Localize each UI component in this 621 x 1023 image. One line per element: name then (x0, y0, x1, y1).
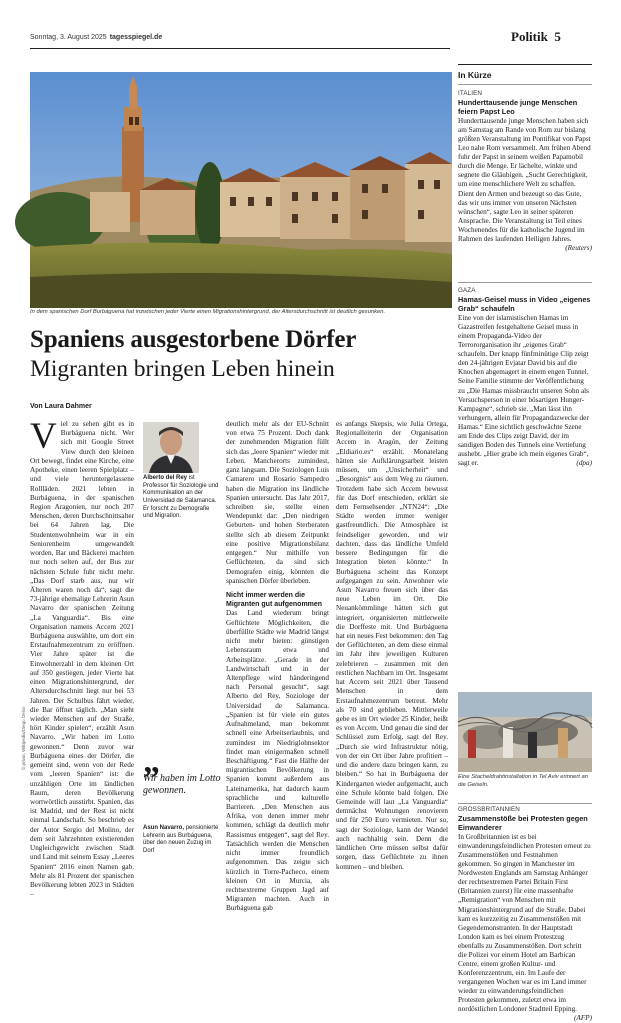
profile-name: Alberto del Rey (143, 475, 188, 481)
issue-date: Sonntag, 3. August 2025 tagesspiegel.de (30, 34, 163, 41)
news-headline: Zusammenstöße bei Protesten gegen Einwanderer (458, 814, 588, 832)
article-column-4: es anfangs Skepsis, wie Julia Ortega, Regionalleiterin der Organisation Accem in Aragón, der Zeitung „Eldiario.es“ erzählt. Monatelang hätten sie Aufklärungsarbeit leisten müssen, um „Unsicherheit“ und „Besorgnis“ aus dem Weg zu räumen. Trotzdem habe sich Accem bewusst für das Dorf entschieden, erklärt sie dem Fernsehsender „NTN24“: „Die Städte werden immer weniger gastfreundlich. Die Atmosphäre ist feindseliger geworden, und wir dachten, dass das ländliche Umfeld bessere Bedingungen für die Integration bieten könnte.“ In Burbáguena scheint das Konzept aufgegangen zu sein. Anwohner wie Asun Navarro freuen sich über das neue Leben im Ort. Die Neuankömmlinge hätten sich gut integriert, organisierten mittlerweile die Dorffeste mit. Und Burbáguena hat ein neues Fest bekommen: den Tag der Geflüchteten, an dem diese einmal im Jahr ihre jeweiligen Kulturen zelebrieren – zusammen mit den restlichen Nachbarn im Ort. Insgesamt hat Accem seit 2021 über Tausend Menschen in dem Erstaufnahmezentrum betreut. Mehr als 70 sind geblieben. Mittlerweile gebe es im Ort wieder 25 Kinder, heißt es von Accem. Und genau die sind der Schlüssel zum Erfolg, sagt del Rey. „Durch sie wird Infrastruktur nötig, von der ein Ort über Jahre profitiert – und die andere dazu bringen kann, zu bleiben.“ So hat in Burbáguena der Kindergarten wieder aufgemacht, auch eine Schule könnte bald folgen. Die Gemeinde will laut „La Vanguardia“ demnächst Wohnungen renovieren und für 250 Euro vermieten. Nur so, sagt der Soziologe, kann der Wandel auch nachhaltig sein. Denn die ländlichen Orte müssen selbst dafür sorgen, dass Geflüchtete zu ihnen kommen – und bleiben. (336, 420, 448, 871)
quote-author: Asun Navarro, pensionierte Lehrerin aus Burbáguena, über den neuen Zuzug im Dorf (143, 825, 219, 855)
news-photo-caption: Eine Stacheldrahtinstallation in Tel Aviv erinnert an die Geiseln. (458, 774, 588, 788)
sidebar-rule (458, 282, 592, 283)
profile-info: Alberto del Rey ist Professor für Soziologie und Kommunikation an der Universidad de Salamanca. Er forscht zu Demografie und Migration. (143, 475, 219, 520)
photo-caption: In dem spanischen Dorf Burbáguena hat inzwischen jeder Vierte einen Migrationshintergrund, der Altersdurchschnitt ist deutlich gesunken. (30, 309, 386, 315)
sidebar-rule (458, 803, 592, 804)
pull-quote: Wir haben im Lotto gewonnen. (143, 773, 221, 797)
news-headline: Hunderttausende junge Menschen feiern Papst Leo (458, 98, 578, 116)
village-photo (30, 72, 452, 308)
article-column-1: Viel zu sehen gibt es in Burbáguena nicht. Wer sich mit Google Street View durch den kleinen Ort bewegt, findet eine Kirche, eine Apotheke, einen leeren Spielplatz – und viele heruntergelassene Rollläden. 2021 lebten in Burbáguena, in der spanischen Region Aragonien, nur noch 207 Menschen, deren Durchschnittsalter bei 64 Jahren lag. Die Studentenwohnheim war in ein Seniorenheim umgewandelt worden, Bar und Bäckerei machten nur noch selten auf, der Bus zur nächsten Schule fuhr nicht mehr. „Das Dorf starb aus, nur wir Älteren waren noch da“, sagt die 73-jährige ehemalige Lehrerin Asun Navarro der spanischen Zeitung „La Vanguardia“. Bis eine Organisation namens Accem 2021 Burbáguena auswählte, um dort ein Erstaufnahmezentrum zu eröffnen. Vier Jahre später ist die Einwohnerzahl in dem kleinen Ort auf 350 gestiegen, jeder Vierte hat einen Migrationshintergrund, der Altersdurchschnitt liegt nur bei 53 Jahren. Der Schulbus fährt wieder, die Bar öffnet täglich. „Man sieht wieder Menschen auf der Straße, hört Kinder spielen“, erzählt Asun Navarro. „Wir haben im Lotto gewonnen.“ Denn zuvor war Burbáguena eines der Dörfer, die gemeint sind, wenn von der Rede vom „leeren Spanien“ ist: die unzähligen Orte im ländlichen Raum, deren Bevölkerung wortwörtlich ausstirbt. Spanien, das ist Madrid, und der Rest ist nicht einmal Landschaft. So beschrieb es der Autor Sergio del Molino, der dem seit Jahrzehnten existierenden Ungleichgewicht zwischen Stadt und Land mit seinem Essay „Leeres Spanien“ 2016 einen Namen gab. Mehr als 81 Prozent der spanischen Bevölkerung lebten 2023 in Städten – (30, 416, 134, 899)
news-headline: Hamas-Geisel muss in Video „eigenes Grab“ schaufeln (458, 295, 591, 313)
news-source: (dpa) (576, 459, 592, 467)
profile-photo (143, 422, 199, 473)
article-byline: Von Laura Dahmer (30, 403, 92, 410)
article-subhead: Migranten bringen Leben hinein (30, 356, 335, 382)
page-number: 5 (554, 29, 561, 44)
article-column-3: deutlich mehr als der EU-Schnitt von etwa 75 Prozent. Doch dank der zunehmenden Migration füllt sich das „leere Spanien“ wieder mit Leben. Mancherorts zumindest, ganz langsam. Die Soziologen Luis Camarero und Rosario Sampedro haben die Migration ins ländliche Spanien untersucht. Das Jahr 2017, schreiben sie, stellte einen Wendepunkt dar: „Den niedrigen Geburten- und hohen Sterberaten stellte sich ab diesem Zeitpunkt eine positive Migrationsbilanz entgegen.“ Nur mithilfe von Geflüchteten, da sind sich Demografen einig, könnten die spanischen Dörfer überleben. Nicht immer werden die Migranten gut aufgenommen Das Land wiederum bringt Geflüchtete Möglichkeiten, die überfüllte Städte wie Madrid längst nicht mehr bieten: günstigen Lebensraum etwa und Arbeitsplätze. „Gerade in der Landwirtschaft und in der Altenpflege wird händeringend nach Personal gesucht“, sagt Alberto del Rey, Soziologe der Universidad de Salamanca. „Spanien ist für viele ein gutes Aufnahmeland, man bekommt schnell eine Arbeitserlaubnis, und zumindest im Niedriglohnsektor findet man einigermaßen schnell Beschäftigung.“ Fast die Hälfte der migrantischen Bevölkerung in Spanien kommt außerdem aus Lateinamerika, hat dadurch kaum sprachliche und kulturelle Barrieren. „Den Menschen aus Afrika, von denen immer mehr kommen, schlägt da deutlich mehr Rassismus entgegen“, sagt del Rey. Tatsächlich werden die Menschen nicht immer freundlich aufgenommen. Das zeigte sich kürzlich in Torre-Pacheco, einem kleinen Ort in Murcia, als rechtsextreme Gruppen Jagd auf Migranten machten. Auch in Burbáguena gab (226, 420, 329, 913)
news-kicker: ITALIEN (458, 90, 483, 97)
article-intertitle: Nicht immer werden die Migranten gut aufgenommen (226, 591, 323, 608)
header-rule (30, 48, 450, 49)
news-body: In Großbritannien ist es bei einwanderungsfeindlichen Protesten erneut zu Zusammenstößen und Festnahmen gekommen. So gingen in Manchester im Nordwesten Englands am Samstag Anhänger der rechtsextremen Partei Britain First (Britannien zuerst) für eine massenhafte „Remigration“ von Menschen mit Migrationshintergrund auf die Straße. Dabei kam es kurzzeitig zu Zusammenstößen mit Gegendemonstranten. In der Hauptstadt London kam es bei einem Protestzug ebenfalls zu Zusammenstößen. Dort schritt die Polizei vor einem Hotel am Barbican Centre, einem großen Kultur- und Konferenzzentrum, ein. Im Laufe der vergangenen Wochen war es im Land immer wieder zu einwanderungsfeindlichen Protesten gekommen, zuletzt etwa im nordöstlichen Londoner Stadtteil Epping. (AFP) (458, 833, 592, 1023)
news-body: Eine von der islamistischen Hamas im Gazastreifen festgehaltene Geisel muss in einem Propaganda-Video der Terrororganisation ihr „eigenes Grab“ schaufeln. Der knapp fünfminütige Clip zeigt den 24-jährigen Evjatar David bis auf die Knochen abgemagert in einem engen Tunnel. Seine Familie stimmte der Veröffentlichung zu „Die Hamas missbraucht unseren Sohn als Versuchsperson in einer bösartigen Hunger-Kampagne“, schrieb sie. „Man lässt ihn verhungern, allein für Propagandazwecke der Hamas.“ Eine sichtlich geschwächte Szene am Ende des Clips zeigt David, der im sandigen Boden des Tunnels eine Vertiefung aushebt. „Hier grabe ich mein eigenes Grab“, sagt er. (dpa) (458, 314, 592, 467)
sidebar-title: In Kürze (458, 70, 492, 80)
news-kicker: GROSSBRITANNIEN (458, 806, 520, 813)
site-url[interactable]: tagesspiegel.de (109, 34, 163, 41)
photo-credit: © privat, Wikipedia/Diego Delso (21, 706, 26, 770)
drop-cap: V (30, 416, 57, 457)
section-title: Politik 5 (511, 29, 561, 44)
news-source: (Reuters) (565, 243, 592, 252)
news-kicker: GAZA (458, 287, 476, 294)
news-source: (AFP) (574, 1014, 592, 1023)
sidebar-top-rule (458, 64, 592, 65)
sidebar-rule (458, 84, 592, 85)
quote-mark: „ (143, 743, 160, 780)
barbed-wire-photo (458, 692, 592, 772)
news-body: Hunderttausende junge Menschen haben sich am Samstag am Rande von Rom zur bislang größten Veranstaltung im Pontifikat von Papst Leo nahe Rom versammelt. Am frühen Abend fuhr der Papst in seinem weißen Papamobil durch die Menge. Er lächelte, winkte und segnete die Gläubigen. „Sucht Gerechtigkeit, um eine menschlichere Welt zu schaffen. Dient den Armen und bezeugt so das Gute, das wir uns immer von unseren Nächsten wünschen“, sagte Leo in seiner späteren Ansprache. Die Veranstaltung ist Teil eines Wochenendes für die katholische Jugend im Rahmen des laufenden Heiligen Jahres. (Reuters) (458, 117, 592, 252)
article-headline: Spaniens ausgestorbene Dörfer (30, 326, 357, 353)
